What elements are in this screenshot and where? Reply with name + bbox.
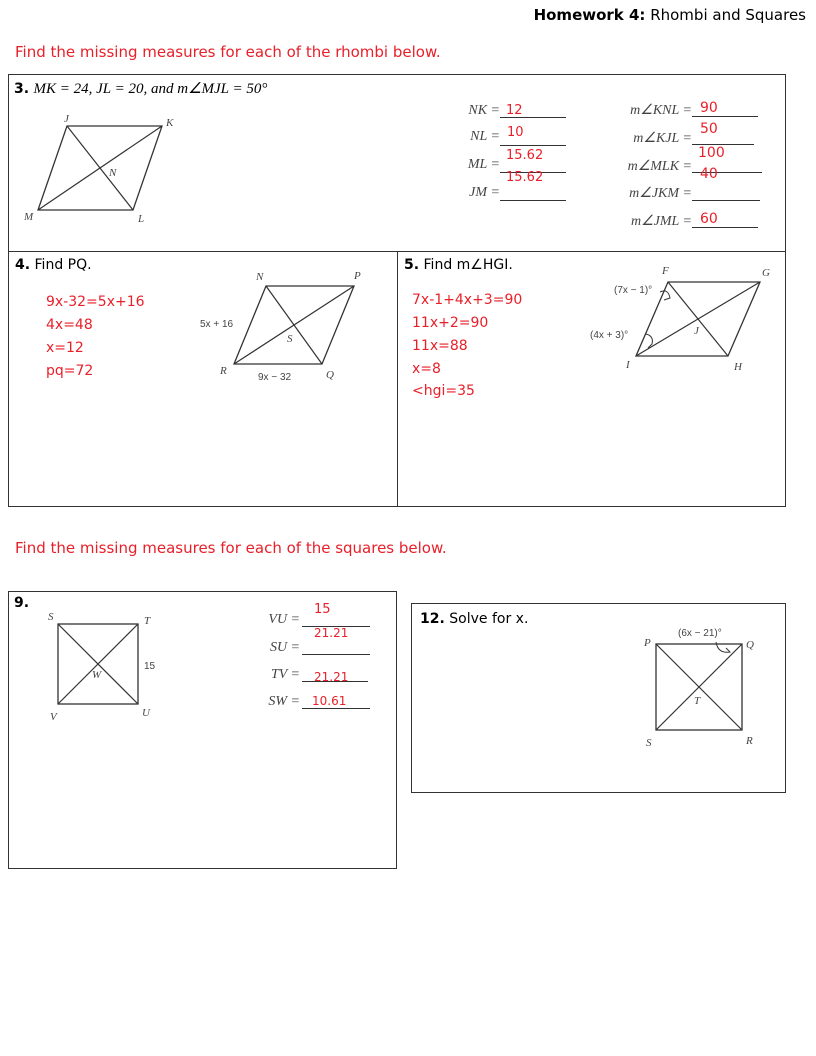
q9-sw-answer: 10.61 [312, 694, 347, 708]
label-f: F [662, 265, 669, 277]
angle-label-left: (4x + 3)° [590, 330, 629, 341]
q3-jml-label: m∠JML = [630, 214, 692, 229]
q3-jkm-answer: 40 [700, 166, 718, 182]
q3-kjl-answer: 50 [700, 121, 718, 137]
question-5-number: 5. [404, 257, 420, 273]
label-m: M [24, 211, 34, 223]
diagonal-ig [636, 282, 760, 356]
q9-su-answer: 21.21 [314, 626, 349, 640]
side-label-left: 5x + 16 [200, 319, 234, 330]
label-w: W [92, 669, 102, 681]
q3-jkm-line [692, 200, 760, 201]
label-p: P [354, 270, 361, 282]
q3-nl-line [500, 145, 566, 146]
title-rest: Rhombi and Squares [645, 6, 806, 24]
q5-work-line-3: 11x=88 [412, 338, 468, 354]
q9-su-label: SU = [269, 640, 300, 655]
q3-nl-label: NL = [470, 129, 500, 144]
square-pqrs-figure [636, 618, 776, 758]
label-s: S [48, 611, 54, 623]
q3-knl-label: m∠KNL = [630, 103, 692, 118]
label-l: L [138, 213, 145, 225]
q3-jml-line [692, 227, 758, 228]
label-p: P [644, 637, 651, 649]
label-n: N [256, 271, 264, 283]
label-q: Q [326, 369, 334, 381]
label-g: G [762, 267, 770, 279]
label-v: V [50, 711, 57, 723]
q9-tv-label: TV = [270, 667, 300, 682]
squares-instructions: Find the missing measures for each of the squares below. [15, 539, 447, 557]
q5-work-line-2: 11x+2=90 [412, 315, 489, 331]
q3-jml-answer: 60 [700, 211, 718, 227]
q3-nk-answer: 12 [506, 103, 523, 118]
rhombus-nprq-figure [196, 266, 372, 388]
q9-vu-answer: 15 [314, 602, 331, 617]
label-s: S [287, 333, 293, 345]
angle-arrow-left [646, 334, 652, 348]
side-label: 15 [144, 661, 156, 672]
q3-ml-answer: 15.62 [506, 148, 544, 163]
q9-su-line [302, 654, 370, 655]
q5-work-line-1: 7x-1+4x+3=90 [412, 292, 523, 308]
q4-work-line-4: pq=72 [46, 363, 94, 379]
label-q: Q [746, 639, 754, 651]
q3-ml-label: ML = [467, 157, 500, 172]
question-12-number: 12. [420, 611, 445, 627]
diagonal-mk [38, 126, 162, 210]
question-4-number: 4. [15, 257, 31, 273]
question-5-header [404, 256, 513, 274]
question-4-prompt: Find PQ. [34, 257, 92, 273]
diagonal-rp [234, 286, 354, 364]
q3-mlk-label: m∠MLK = [627, 159, 692, 174]
q4-work-line-1: 9x-32=5x+16 [46, 294, 145, 310]
label-i: I [626, 359, 630, 371]
label-j: J [64, 113, 69, 125]
question-12-header [420, 610, 528, 628]
label-t: T [144, 615, 151, 627]
label-n: N [109, 167, 117, 179]
q9-sw-label: SW = [268, 694, 300, 709]
question-12-prompt: Solve for x. [449, 611, 529, 627]
q3-jm-label: JM = [469, 185, 500, 200]
label-u: U [142, 707, 150, 719]
q3-kjl-label: m∠KJL = [633, 131, 692, 146]
q3-knl-line [692, 116, 758, 117]
q3-jm-line [500, 200, 566, 201]
q3-nk-label: NK = [468, 103, 500, 118]
q9-vu-label: VU = [268, 612, 300, 627]
q3-jm-answer: 15.62 [506, 170, 544, 185]
q4-work-line-2: 4x=48 [46, 317, 93, 333]
page-title [534, 6, 806, 24]
q4-work-line-3: x=12 [46, 340, 84, 356]
label-h: H [734, 361, 742, 373]
q3-nl-answer: 10 [507, 125, 524, 140]
label-k: K [166, 117, 174, 129]
q5-work-line-4: x=8 [412, 361, 441, 377]
q9-sw-line [302, 708, 370, 709]
label-s: S [646, 737, 652, 749]
side-label-bottom: 9x − 32 [258, 372, 292, 383]
angle-label: (6x − 21)° [678, 628, 722, 639]
angle-label-top: (7x − 1)° [614, 285, 653, 296]
question-3-header [14, 79, 267, 98]
square-stuv-figure [40, 610, 160, 726]
question-3-number: 3. [14, 81, 30, 97]
question-4-header [15, 256, 92, 274]
q5-work-line-5: <hgi=35 [412, 383, 475, 399]
question-5-prompt: Find m∠HGI. [423, 257, 513, 273]
question-9-number: 9. [14, 595, 30, 611]
question-3-given: MK = 24, JL = 20, and m∠MJL = 50° [33, 81, 268, 97]
title-bold: Homework 4: [533, 6, 646, 24]
q3-knl-answer: 90 [700, 100, 718, 116]
q9-tv-answer: 21.21 [314, 670, 349, 684]
label-j: J [694, 325, 699, 337]
q3-mlk-answer: 100 [698, 145, 725, 161]
q3-jkm-label: m∠JKM = [629, 186, 692, 201]
rhombus-mjlk-figure [20, 112, 180, 230]
label-r: R [220, 365, 227, 377]
rhombus-fghi-figure [588, 262, 784, 380]
label-t: T [694, 695, 701, 707]
label-r: R [746, 735, 753, 747]
rhombi-instructions: Find the missing measures for each of the rhombi below. [15, 43, 441, 61]
